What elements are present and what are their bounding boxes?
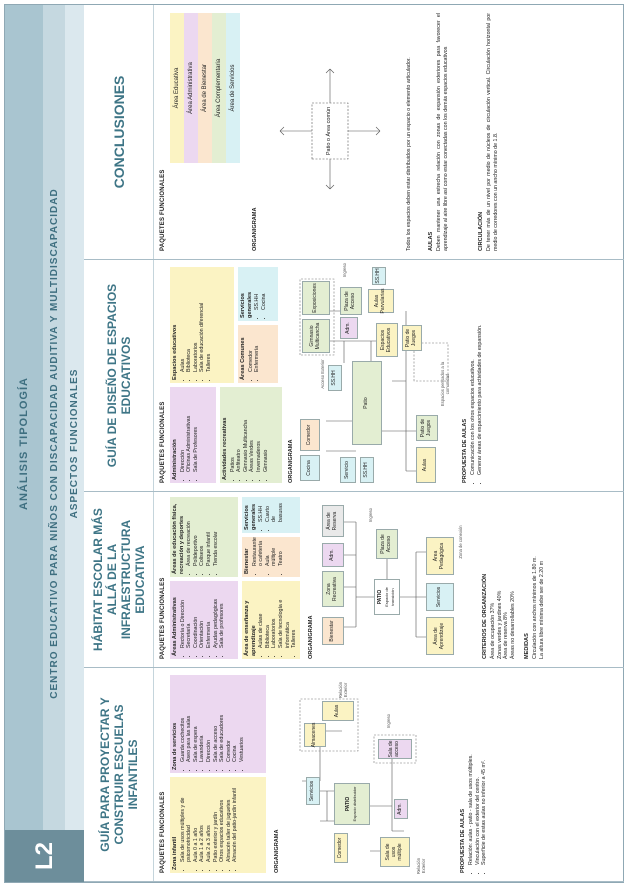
column-title: HÁBITAT ESCOLAR MÁS ALLÁ DE LA INFRAESTRUCTURA EDUCATIVA: [84, 492, 154, 667]
list-item: • Almacén taller de juguetes: [226, 780, 233, 862]
organigrama-diagram: [282, 667, 532, 881]
zona-infantil-box: [170, 777, 266, 873]
list-item: • Dirección: [206, 678, 213, 762]
patio-sublabel: Espacio distribuidor: [352, 786, 357, 822]
list-item: • Vestuarios: [239, 678, 246, 762]
label-acceso-exterior: Acceso Exterior: [320, 359, 325, 389]
areas-comunes-box: [238, 325, 278, 383]
node-servicios: Servicios: [306, 777, 320, 805]
propuesta-heading: PROPUESTA DE AULAS: [460, 808, 466, 873]
header-title: ANÁLISIS TIPOLOGÍA: [5, 5, 43, 882]
list-item: • Otros espacios educativos: [219, 780, 226, 862]
organigrama-heading: ORGANIGRAMA: [252, 207, 258, 251]
node-adm: Adm.: [394, 799, 408, 819]
list-item: • Polideportivo: [193, 500, 200, 566]
node-plaza-acceso: Plaza de Acceso: [376, 529, 398, 559]
list-item: • Comedor: [248, 328, 255, 372]
header-subtitle: CENTRO EDUCATIVO PARA NIÑOS CON DISCAPACIDAD AUDITIVA Y MULTIDISCAPACIDAD: [43, 5, 65, 882]
list-item: • Rectoría o Dirección: [180, 584, 187, 648]
node-patio: [374, 579, 400, 615]
list-item: • Talleres: [291, 584, 298, 648]
list-item: • Cuarto de basuras: [265, 500, 285, 522]
column-guia-escuelas-infantiles: [84, 668, 624, 882]
medidas-list: [532, 499, 545, 659]
propuesta-list: [468, 677, 488, 873]
administracion-title: Administración: [172, 439, 178, 480]
criterios-list: [490, 499, 516, 659]
node-adm: Adm.: [340, 317, 358, 339]
list-item: Áreas no desarrollables 20%: [509, 591, 516, 659]
list-item: Circulación con anchos mínimos de 1.80 m.: [532, 556, 538, 659]
actividades-recreativas-box: [220, 387, 282, 483]
list-item: • Aula 0 a 1 año: [193, 780, 200, 862]
servicios-generales-title: Servicios generales: [240, 291, 253, 318]
list-item: • Cocina: [261, 270, 268, 310]
node-patio: Patio: [352, 361, 382, 445]
list-item: • Oficinas Administrativas: [186, 390, 193, 472]
list-item: • Talleres: [206, 270, 213, 372]
node-patio-juegos: Patio de Juegos: [402, 325, 422, 351]
patio-label: PATIO: [377, 589, 384, 605]
node-gimnasio: Gimnasio Multicancha: [302, 319, 330, 353]
list-item: • Sala de espera: [193, 678, 200, 762]
list-item: • Patio exterior y jardín: [213, 780, 220, 862]
list-item: • Sala de profesores: [219, 584, 226, 648]
node-comedor: Comedor: [334, 833, 348, 863]
label-relacion-exterior: Relación Exterior: [338, 681, 348, 699]
list-item: • Biblioteca: [186, 270, 193, 372]
list-item: • Aulas de clase: [258, 584, 265, 648]
list-item: • Relación: aulas - patio - sala de usos múltiples.: [468, 677, 475, 865]
list-item: Área de ocupación 37%: [490, 602, 496, 659]
zona-infantil-title: Zona infantil: [172, 836, 178, 870]
servicios-generales-box: [242, 497, 300, 533]
actividades-recreativas-title: Actividades recreativas: [222, 417, 228, 480]
list-item: Zonas verdes y jardines 40%: [496, 590, 503, 659]
label-relacion-exterior: Relación Exterior: [416, 857, 426, 875]
list-item: • Lavandería: [199, 678, 206, 762]
column-title: GUÍA DE DISEÑO DE ESPACIOS EDUCATIVOS: [84, 260, 154, 491]
column-habitat-escolar: [84, 492, 624, 668]
servicios-generales-title: Servicios generales: [244, 503, 257, 530]
node-almacenes: Almacenes: [304, 723, 326, 747]
list-item: • Cocina: [232, 678, 239, 762]
organigrama-heading: ORGANIGRAMA: [274, 829, 280, 873]
list-item: • Anfiteatro: [236, 390, 243, 472]
packages-heading: PAQUETES FUNCIONALES: [160, 577, 166, 659]
espacios-educativos-box: [170, 267, 234, 383]
list-item: • Sala de acceso: [213, 678, 220, 762]
list-item: • Sala de educación diferencial: [199, 270, 206, 372]
list-item: • Guarda cochecitos: [180, 678, 187, 762]
node-patio: [334, 783, 370, 825]
node-area-pedagogica: Área Pedagógica: [426, 537, 454, 575]
label-ingreso: Ingreso: [368, 508, 373, 522]
aulas-heading: AULAS: [428, 231, 434, 251]
administracion-box: [170, 387, 216, 483]
packages-heading: PAQUETES FUNCIONALES: [160, 401, 166, 483]
column-conclusiones: [84, 5, 624, 260]
list-item: Área de reserva 8%: [503, 612, 510, 659]
list-item: • Patios: [230, 390, 237, 472]
package-area-educativa: Área Educativa: [170, 13, 184, 163]
node-bienestar: Bienestar: [322, 617, 344, 645]
conclusion-text: Todos los espacios deben estar distribuidos por un espacio o elemento articulador.: [406, 57, 412, 251]
node-sala-usos: Sala de usos múltiple: [380, 837, 410, 867]
criterios-heading: CRITERIOS DE ORGANIZACIÓN: [482, 573, 488, 659]
list-item: • Enfermería: [254, 328, 261, 372]
section-title: ASPECTOS FUNCIONALES: [65, 5, 84, 882]
node-servicios: Servicios: [426, 583, 454, 611]
list-item: • Sala de educadores: [219, 678, 226, 762]
area-ensenanza-box: [242, 581, 300, 659]
label-ingreso: Ingreso: [342, 263, 347, 277]
aulas-text: Deben mantener una estrecha relación con zonas de expansión exteriores para favorecer el aprendizaje al aire libre así como estar conectadas con los demás espacios educativos: [436, 13, 449, 251]
label-ingreso: Ingreso: [386, 714, 391, 728]
list-item: • Almacén del patio-jardín infantil: [232, 780, 239, 862]
list-item: • Laboratorios: [271, 584, 278, 648]
bienestar-title: Bienestar: [244, 548, 250, 574]
list-item: • Teatro: [278, 540, 285, 566]
node-area-reserva: Área de Reserva: [322, 505, 344, 537]
list-item: • Vinculación con el exterior del centro.: [475, 677, 482, 865]
node-sshh: SS.HH: [360, 457, 374, 483]
area-educacion-fisica-box: [170, 497, 238, 577]
list-item: • Sala de usos múltiples y de psicomotricidad: [180, 780, 193, 862]
packages-heading: PAQUETES FUNCIONALES: [160, 791, 166, 873]
servicios-generales-box: [238, 267, 278, 321]
node-sshh: SS.HH: [328, 365, 342, 391]
list-item: • Aulas: [180, 270, 187, 372]
column-guia-espacios-educativos: [84, 260, 624, 492]
list-item: • Aseo para las salas: [186, 678, 193, 762]
organigrama-heading: ORGANIGRAMA: [308, 615, 314, 659]
node-adm: Adm.: [322, 543, 344, 567]
node-aulas: Aulas: [416, 447, 436, 483]
node-exposiciones: Exposiciones: [302, 281, 330, 315]
node-aulas-parvularias: Aulas Parvularias: [368, 289, 394, 313]
column-title: CONCLUSIONES: [84, 5, 154, 259]
list-item: • Sala de tecnología e informática: [278, 584, 291, 648]
propuesta-heading: PROPUESTA DE AULAS: [462, 418, 468, 483]
organigrama-diagram: [260, 4, 400, 259]
node-servicio: Servicio: [340, 457, 356, 483]
patio-sublabel: Espacio de transición: [384, 587, 395, 607]
node-espacios-educativos: Espacios Educativos: [376, 323, 398, 357]
patio-label: PATIO: [345, 796, 352, 812]
list-item: • Biblioteca: [265, 584, 272, 648]
bienestar-box: [242, 537, 300, 577]
list-item: • Enfermería: [206, 584, 213, 648]
packages-heading: PAQUETES FUNCIONALES: [160, 169, 166, 251]
list-item: • Aula 1 a 2 años: [199, 780, 206, 862]
list-item: • Dirección: [180, 390, 187, 472]
areas-administrativas-title: Áreas Administrativas: [172, 597, 178, 656]
column-title: GUÍA PARA PROYECTAR Y CONSTRUIR ESCUELAS INFANTILES: [84, 668, 154, 881]
list-item: • Comunicación con los otros espacios educativos.: [470, 271, 477, 475]
organigrama-diagram: [316, 491, 476, 667]
node-zona-recreativa: Zona Recreativa: [322, 571, 344, 607]
propuesta-list: [470, 271, 483, 483]
circulacion-text: De tener más de un nivel por medio de núcleos de circulación vertical. Circulación horizontal por medio de corredores con un ancho mínimo de 1.8.: [486, 13, 499, 251]
espacios-educativos-title: Espacios educativos: [172, 324, 178, 380]
areas-administrativas-box: [170, 581, 238, 659]
list-item: • Coliseos: [199, 500, 206, 566]
list-item: • Parque infantil: [206, 500, 213, 566]
circulacion-heading: CIRCULACIÓN: [478, 211, 484, 251]
label-espacios-comunidad: Espacios pensados a la comunidad: [440, 361, 450, 407]
package-area-complementaria: Área Complementaria: [212, 13, 226, 163]
list-item: • Ayudas pedagógicas: [213, 584, 220, 648]
node-patio-area-comun: Patio o Área común: [326, 106, 333, 156]
list-item: • Coordinación: [193, 584, 200, 648]
areas-comunes-title: Áreas Comunes: [240, 337, 246, 380]
node-patio-juegos: Patio de Juegos: [416, 415, 438, 441]
package-area-bienestar: Área de Bienestar: [198, 13, 212, 163]
node-sala-acceso: Sala de acceso: [378, 739, 412, 759]
node-sshh: SS.HH: [372, 267, 386, 285]
list-item: • Aula 2 a 3 años: [206, 780, 213, 862]
list-item: La altura libre mínima debe ser de 2.20 m: [538, 560, 545, 659]
medidas-heading: MEDIDAS: [524, 633, 530, 659]
list-item: • Generar áreas de esparcimiento para actividades de expansión.: [477, 271, 484, 475]
list-item: • Invernaderos: [256, 390, 263, 472]
list-item: • Orientación: [199, 584, 206, 648]
list-item: • Áreas Verdes: [249, 390, 256, 472]
organigrama-heading: ORGANIGRAMA: [288, 439, 294, 483]
list-item: • Gimnasio Multicancha: [243, 390, 250, 472]
node-aulas: Aulas: [322, 701, 354, 721]
list-item: • SS.HH: [258, 500, 265, 522]
area-ensenanza-title: Área de enseñanza y aprendizaje: [244, 600, 257, 656]
list-item: • Aula múltiple: [265, 540, 278, 566]
list-item: • SS.HH: [254, 270, 261, 310]
package-area-servicios: Área de Servicios: [226, 13, 240, 163]
zona-servicios-title: Zona de servicios: [172, 722, 178, 770]
zona-servicios-box: [170, 675, 266, 773]
node-plaza-acceso: Plaza de Acceso: [340, 287, 362, 315]
list-item: • Tienda escolar: [213, 500, 220, 566]
list-item: • Laboratorios: [193, 270, 200, 372]
package-area-administrativa: Área Administrativa: [184, 13, 198, 163]
list-item: • Sala de Profesores: [193, 390, 200, 472]
list-item: • Superficie de estas aulas no inferior a 45 m².: [481, 677, 488, 865]
list-item: • Gimnasio: [263, 390, 270, 472]
list-item: • Secretaría: [186, 584, 193, 648]
area-educacion-fisica-title: Áreas de educación física, recreación y deportes: [172, 503, 185, 574]
node-cocina: Cocina: [300, 455, 320, 481]
node-comedor: Comedor: [300, 419, 320, 451]
list-item: • Restaurante o cafetería: [252, 540, 265, 566]
list-item: • Comedor: [226, 678, 233, 762]
node-area-aprendizaje: Área de Aprendizaje: [426, 617, 454, 655]
sheet-tag: L2: [5, 830, 84, 882]
label-zona-conexion: Zona de conexión: [458, 525, 463, 559]
list-item: • Área de recreación: [186, 500, 193, 566]
